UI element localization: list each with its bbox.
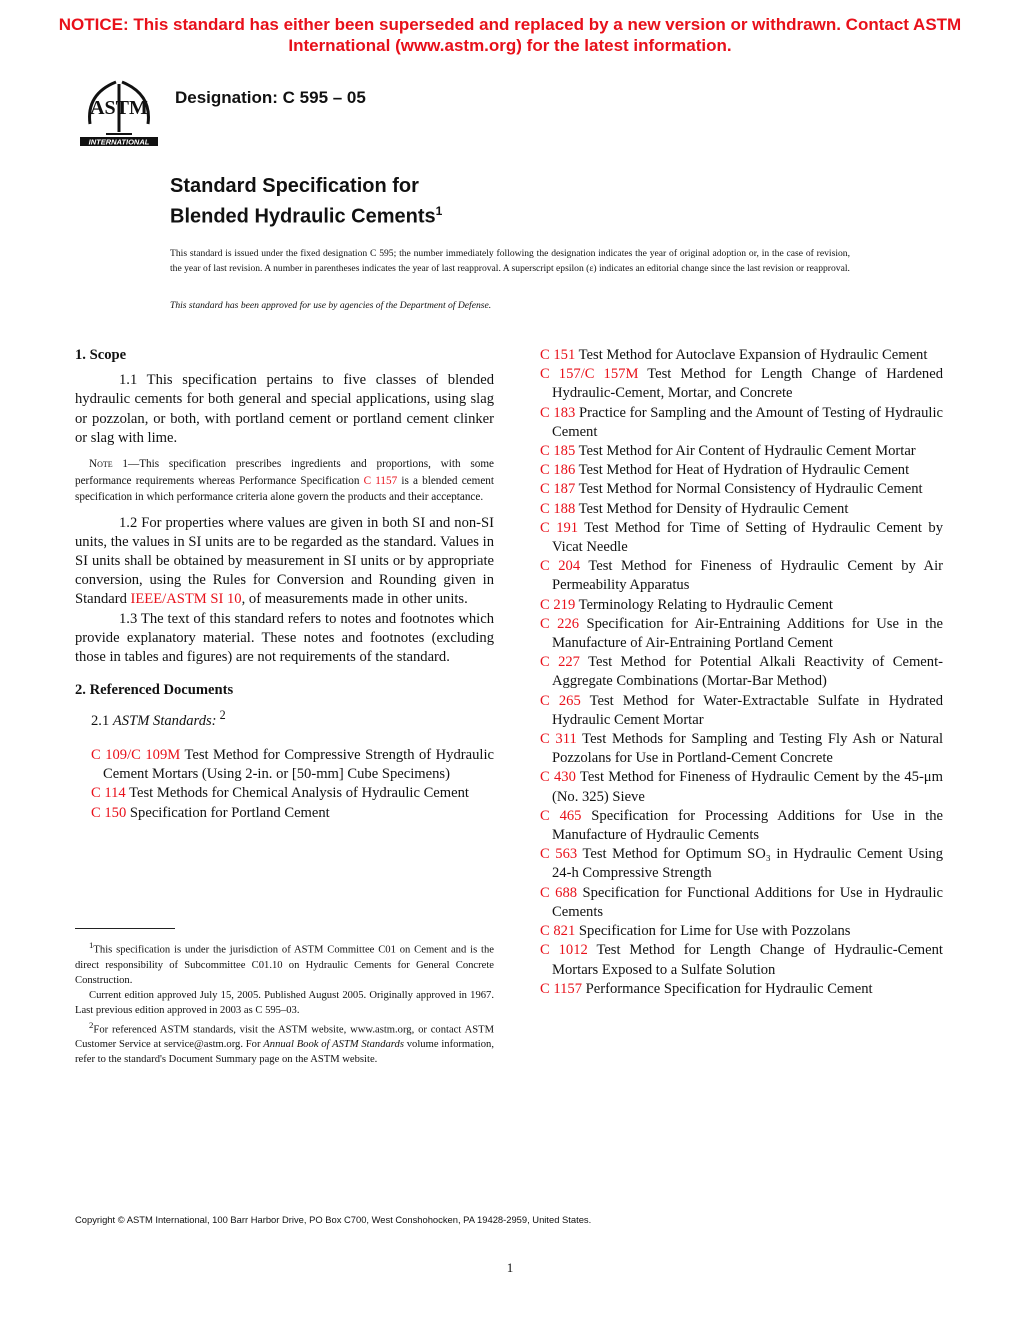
footnotes xyxy=(75,938,494,1067)
reference-item xyxy=(75,784,494,803)
reference-title: Test Method for Autoclave Expansion of Hydraulic Cement xyxy=(575,347,928,363)
reference-link[interactable]: C 187 xyxy=(540,481,576,498)
reference-link[interactable]: C 186 xyxy=(540,462,576,479)
reference-title: Test Methods for Sampling and Testing Fly Ash or Natural Pozzolans for Use in Portland-Cement Concrete xyxy=(552,731,944,767)
reference-item xyxy=(540,404,943,442)
reference-title: Test Method for Density of Hydraulic Cement xyxy=(575,500,849,517)
logo-text: ASTM xyxy=(90,97,148,119)
reference-title: Test Method for Heat of Hydration of Hydraulic Cement xyxy=(575,462,910,479)
reference-link[interactable]: C 688 xyxy=(540,884,578,901)
reference-item xyxy=(540,346,943,365)
scope-1-2: 1.2 For properties where values are given in both SI and non-SI units, the values in SI units are to be regarded as the standard. Values in SI units shall be obtained by measurement in SI units or by appropriate conversion, using the Rules for Conversion and Rounding given in Standard IEEE/ASTM SI 10, of measurements made in other units. xyxy=(75,514,494,608)
reference-link[interactable]: C 185 xyxy=(540,443,576,460)
reference-link[interactable]: C 219 xyxy=(540,596,576,613)
reference-link[interactable]: C 109/C 109M xyxy=(91,747,181,763)
reference-link[interactable]: C 465 xyxy=(540,807,582,824)
refs-heading: 2. Referenced Documents xyxy=(75,682,234,699)
reference-link[interactable]: C 821 xyxy=(540,923,576,940)
reference-item xyxy=(540,845,943,883)
reference-item xyxy=(540,941,943,979)
reference-link[interactable]: C 188 xyxy=(540,500,576,517)
reference-link[interactable]: C 204 xyxy=(540,558,581,575)
reference-title: Test Method for Air Content of Hydraulic Cement Mortar xyxy=(575,443,916,460)
reference-link[interactable]: C 183 xyxy=(540,404,576,421)
note-1: Note 1—This specification prescribes ingredients and proportions, with some performance requirements whereas Performance Specification C 1157 is a blended cement specification in which performance criteria alone govern the products and their acceptance. xyxy=(75,458,494,504)
reference-link[interactable]: C 430 xyxy=(540,769,576,786)
scope-1-1: 1.1 This specification pertains to five classes of blended hydraulic cements for both general and special applications, using slag or pozzolan, or both, with portland cement or portland cement clinker or slag with lime. xyxy=(75,372,494,446)
reference-link[interactable]: C 150 xyxy=(91,804,127,821)
reference-item xyxy=(540,519,943,557)
reference-link[interactable]: C 226 xyxy=(540,615,580,632)
note-1-label: Note 1 xyxy=(89,458,129,471)
scope-heading: 1. Scope xyxy=(75,347,127,363)
reference-item xyxy=(540,480,943,499)
document-title xyxy=(170,174,442,230)
reference-link[interactable]: C 157/C 157M xyxy=(540,366,639,383)
reference-title: Test Methods for Chemical Analysis of Hydraulic Cement xyxy=(125,785,469,802)
reference-item xyxy=(540,730,943,768)
reference-title: Specification for Processing Additions for Use in the Manufacture of Hydraulic Cements xyxy=(552,807,944,844)
reference-link[interactable]: C 151 xyxy=(540,347,576,363)
reference-item xyxy=(540,884,943,922)
reference-title: Specification for Portland Cement xyxy=(126,804,330,821)
reference-item xyxy=(540,596,943,615)
reference-item xyxy=(540,980,943,999)
link-ieee-astm-si10[interactable]: IEEE/ASTM SI 10 xyxy=(130,591,242,608)
logo-subtext: INTERNATIONAL xyxy=(88,137,150,147)
footnote-divider xyxy=(75,928,175,929)
astm-logo-icon xyxy=(76,74,162,154)
title-footnote-mark: 1 xyxy=(435,204,443,218)
reference-link[interactable]: C 1012 xyxy=(540,942,588,959)
dod-approval-note: This standard has been approved for use by agencies of the Department of Defense. xyxy=(170,300,492,311)
reference-title: Specification for Functional Additions for Use in Hydraulic Cements xyxy=(552,884,943,920)
footnote-1-edition: Current edition approved July 15, 2005. Published August 2005. Originally approved in 1967. Last previous edition approved in 2003 as C 595–03. xyxy=(75,989,494,1016)
reference-item xyxy=(540,653,943,691)
withdrawn-notice xyxy=(40,14,980,56)
reference-item xyxy=(75,804,494,823)
notice-line-2: International (www.astm.org) for the latest information. xyxy=(288,36,732,55)
reference-link[interactable]: C 191 xyxy=(540,519,579,536)
left-column xyxy=(75,346,494,823)
reference-title: Terminology Relating to Hydraulic Cement xyxy=(575,596,833,613)
reference-item xyxy=(75,746,494,784)
reference-title: Specification for Lime for Use with Pozzolans xyxy=(575,923,851,940)
title-line-1: Standard Specification for xyxy=(170,175,419,197)
link-c1157-note[interactable]: C 1157 xyxy=(363,474,398,487)
reference-title: Test Method for Compressive Strength of Hydraulic Cement Mortars (Using 2-in. or [50-mm] Cube Specimens) xyxy=(103,747,494,783)
footnote-2: $^2$For referenced ASTM standards, visit the ASTM website, www.astm.org, or contact ASTM Customer Service at service@astm.org. For Annual Book of ASTM Standards volume information, refer to the standard's Document Summary page on the ASTM website. xyxy=(75,1019,494,1066)
reference-title: Performance Specification for Hydraulic Cement xyxy=(582,980,873,997)
reference-link[interactable]: C 563 xyxy=(540,846,578,863)
reference-item xyxy=(540,461,943,480)
reference-title: Test Method for Length Change of Hardened Hydraulic-Cement, Mortar, and Concrete xyxy=(552,366,944,402)
reference-title: Practice for Sampling and the Amount of Testing of Hydraulic Cement xyxy=(552,404,943,440)
reference-title: Test Method for Water-Extractable Sulfate in Hydrated Hydraulic Cement Mortar xyxy=(552,692,943,728)
reference-title: Test Method for Optimum SO₃ in Hydraulic Cement Using 24-h Compressive Strength xyxy=(552,846,943,882)
reference-item xyxy=(540,500,943,519)
right-reference-list xyxy=(540,346,943,999)
left-reference-list xyxy=(75,746,494,823)
title-line-2: Blended Hydraulic Cements xyxy=(170,205,436,228)
right-column xyxy=(540,346,943,999)
copyright-line: Copyright © ASTM International, 100 Barr Harbor Drive, PO Box C700, West Conshohocken, PA 19428-2959, United States. xyxy=(75,1214,592,1225)
reference-link[interactable]: C 114 xyxy=(91,785,126,802)
reference-item xyxy=(540,557,943,595)
reference-link[interactable]: C 265 xyxy=(540,692,581,709)
reference-title: Specification for Air-Entraining Additions for Use in the Manufacture of Air-Entraining Portland Cement xyxy=(552,615,943,652)
reference-title: Test Method for Fineness of Hydraulic Cement by Air Permeability Apparatus xyxy=(552,558,943,594)
reference-link[interactable]: C 311 xyxy=(540,731,577,748)
reference-title: Test Method for Fineness of Hydraulic Cement by the 45-μm (No. 325) Sieve xyxy=(552,769,943,805)
reference-item xyxy=(540,768,943,806)
reference-title: Test Method for Potential Alkali Reactivity of Cement-Aggregate Combinations (Mortar-Bar Method) xyxy=(552,654,943,690)
reference-item xyxy=(540,922,943,941)
reference-item xyxy=(540,807,943,845)
astm-standards-subheading: 2.1 ASTM Standards: $^2$ xyxy=(91,708,226,730)
page-number: 1 xyxy=(506,1260,514,1275)
reference-item xyxy=(540,442,943,461)
designation: Designation: C 595 – 05 xyxy=(175,88,366,107)
reference-title: Test Method for Time of Setting of Hydraulic Cement by Vicat Needle xyxy=(552,519,943,556)
issuance-note: This standard is issued under the fixed designation C 595; the number immediately following the designation indicates the year of original adoption or, in the case of revision, the year of last revision. A number in parentheses indicates the year of last reapproval. A superscript epsilon (ε) indicates an editorial change since the last revision or reapproval. xyxy=(170,248,850,274)
reference-item xyxy=(540,365,943,403)
reference-title: Test Method for Normal Consistency of Hydraulic Cement xyxy=(575,481,923,498)
reference-link[interactable]: C 1157 xyxy=(540,980,583,997)
reference-title: Test Method for Length Change of Hydraulic-Cement Mortars Exposed to a Sulfate Solution xyxy=(552,942,943,978)
reference-item xyxy=(540,615,943,653)
scope-1-3: 1.3 The text of this standard refers to notes and footnotes which provide explanatory material. These notes and footnotes (excluding those in tables and figures) are not requirements of the standard. xyxy=(75,610,494,665)
reference-item xyxy=(540,692,943,730)
footnote-1: $^1$This specification is under the jurisdiction of ASTM Committee C01 on Cement and is the direct responsibility of Subcommittee C01.10 on Hydraulic Cements for General Concrete Construction. xyxy=(75,940,494,986)
notice-line-1: NOTICE: This standard has either been superseded and replaced by a new version or withdrawn. Contact ASTM xyxy=(58,15,962,34)
reference-link[interactable]: C 227 xyxy=(540,654,580,671)
